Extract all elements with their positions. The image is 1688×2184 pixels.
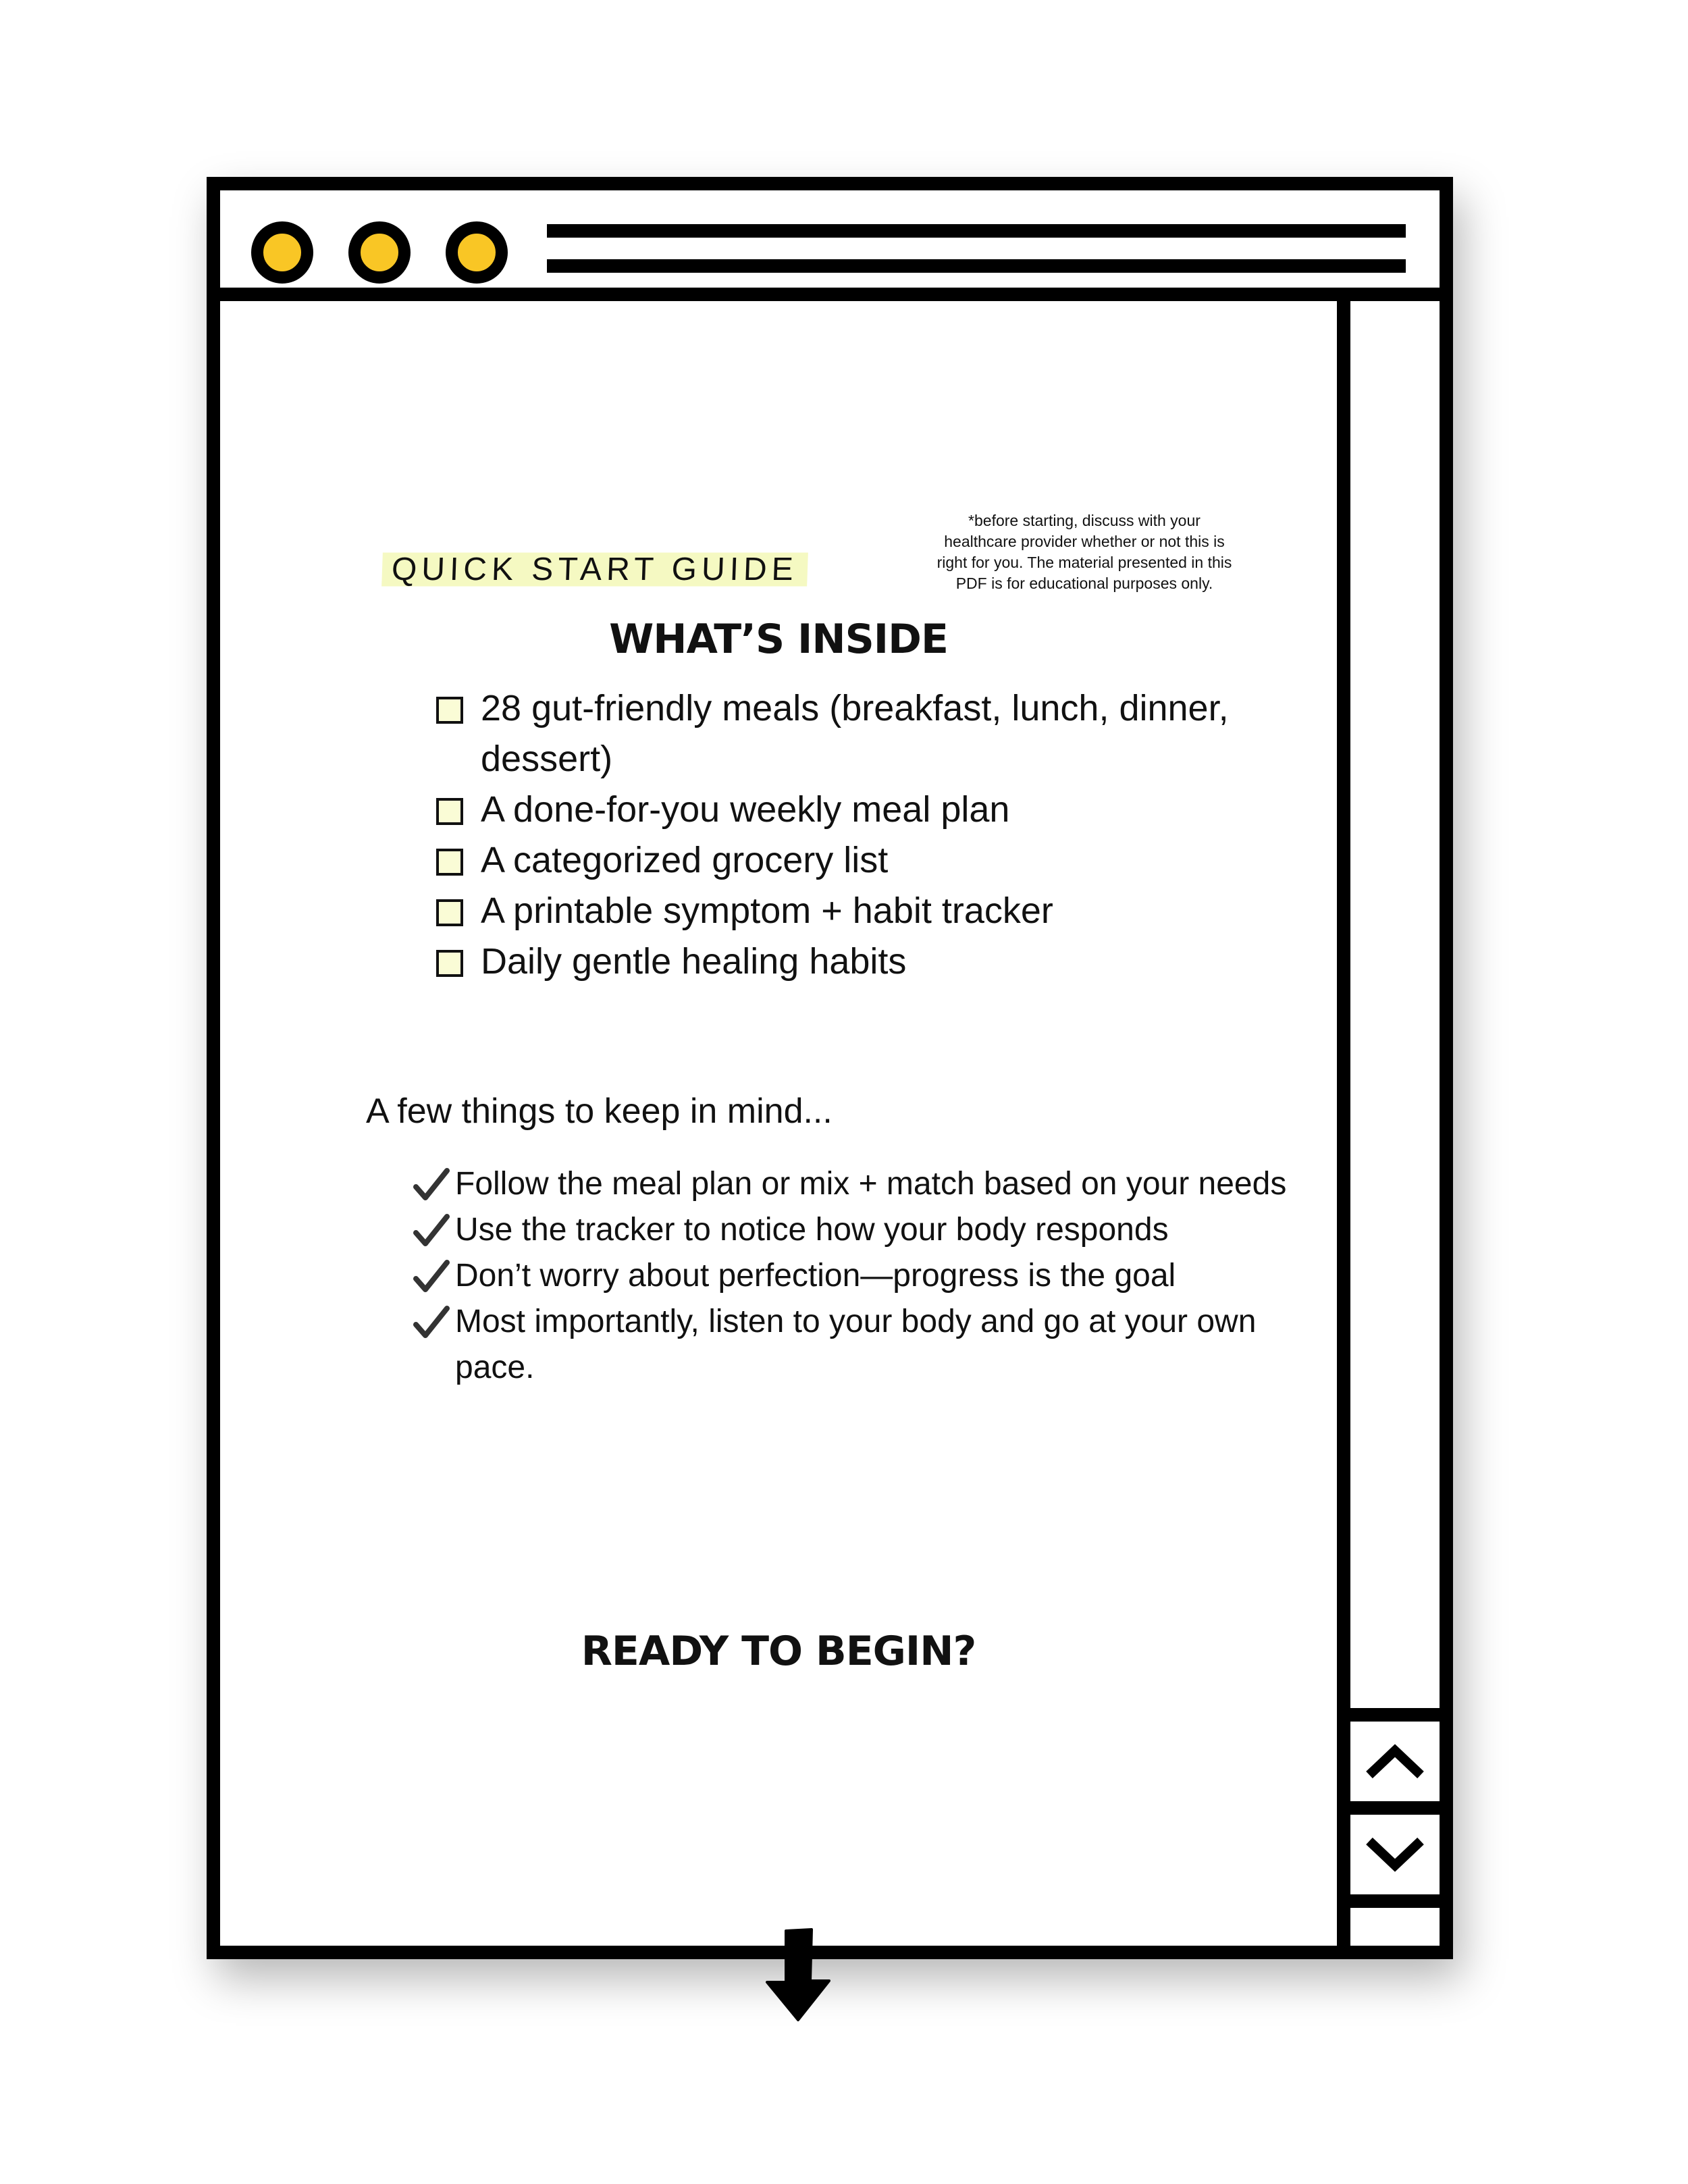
browser-window: [207, 177, 1453, 1959]
window-dot-3[interactable]: [446, 221, 508, 284]
page-content: [220, 288, 1337, 1946]
checklist-item-label: Daily gentle healing habits: [481, 941, 907, 982]
tip-item-label: Most importantly, listen to your body and go at your own pace.: [455, 1304, 1257, 1385]
checklist-item-label: A printable symptom + habit tracker: [481, 890, 1053, 931]
scrollbar[interactable]: [1337, 288, 1440, 1946]
chevron-down-icon: [1364, 1834, 1426, 1875]
checklist-item-label: A categorized grocery list: [481, 840, 889, 880]
checkbox-icon[interactable]: [436, 798, 463, 825]
tip-item: [413, 1161, 1291, 1207]
disclaimer-text: *before starting, discuss with your healthcare provider whether or not this is right for you. The material presented in this PDF is for educational purposes only.: [937, 512, 1232, 592]
quick-start-label: QUICK START GUIDE: [381, 550, 808, 589]
arrow-down-icon[interactable]: [764, 1928, 832, 2023]
checklist-item-label: 28 gut-friendly meals (breakfast, lunch, dinner, dessert): [481, 688, 1229, 779]
checklist-item: [436, 835, 1246, 886]
ready-heading: READY TO BEGIN?: [581, 1628, 976, 1675]
chevron-up-icon: [1364, 1741, 1426, 1782]
checklist-item-label: A done-for-you weekly meal plan: [481, 789, 1010, 830]
tips-intro: A few things to keep in mind...: [366, 1092, 833, 1131]
checklist-item: [436, 683, 1246, 784]
tip-item-label: Follow the meal plan or mix + match based on your needs: [455, 1166, 1287, 1202]
scroll-up-button[interactable]: [1350, 1708, 1440, 1808]
title-line: [547, 224, 1406, 238]
checkbox-icon[interactable]: [436, 697, 463, 724]
title-bar: [220, 190, 1440, 301]
scroll-down-button[interactable]: [1350, 1808, 1440, 1908]
title-line: [547, 259, 1406, 273]
checklist-item: [436, 886, 1246, 936]
window-dot-2[interactable]: [348, 221, 411, 284]
tips-list: [413, 1161, 1291, 1391]
whats-inside-heading: WHAT’S INSIDE: [609, 616, 948, 663]
window-dot-1[interactable]: [251, 221, 313, 284]
tip-item: [413, 1299, 1291, 1391]
tip-item-label: Don’t worry about perfection—progress is the goal: [455, 1258, 1176, 1294]
checkbox-icon[interactable]: [436, 899, 463, 926]
tip-item-label: Use the tracker to notice how your body responds: [455, 1212, 1169, 1248]
tip-item: [413, 1207, 1291, 1253]
checkmark-icon: [413, 1258, 450, 1295]
checkmark-icon: [413, 1213, 450, 1249]
checklist-item: [436, 936, 1246, 987]
checklist-item: [436, 784, 1246, 835]
checkbox-icon[interactable]: [436, 849, 463, 876]
inside-checklist: [436, 683, 1246, 987]
tip-item: [413, 1253, 1291, 1299]
checkbox-icon[interactable]: [436, 950, 463, 977]
checkmark-icon: [413, 1167, 450, 1203]
checkmark-icon: [413, 1304, 450, 1341]
